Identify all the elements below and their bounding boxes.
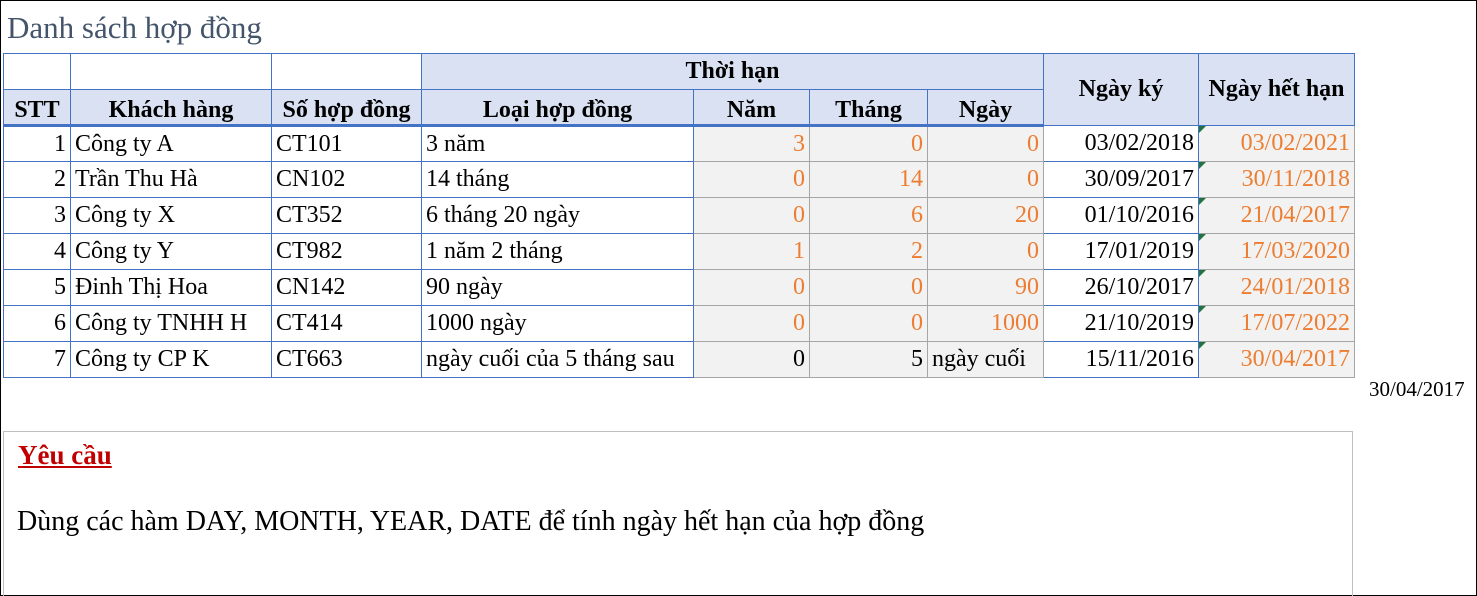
cell-customer[interactable]: Trần Thu Hà xyxy=(71,162,272,198)
cell-expiry-date[interactable]: 03/02/2021 xyxy=(1199,126,1355,162)
cell-days[interactable]: 0 xyxy=(928,234,1044,270)
requirement-box xyxy=(3,431,1353,596)
cell-stt[interactable]: 5 xyxy=(4,270,71,306)
cell-sign-date[interactable]: 01/10/2016 xyxy=(1044,198,1199,234)
cell-customer[interactable]: Công ty Y xyxy=(71,234,272,270)
table-row xyxy=(4,126,1355,162)
cell-sign-date[interactable]: 21/10/2019 xyxy=(1044,306,1199,342)
cell-expiry-date[interactable]: 21/04/2017 xyxy=(1199,198,1355,234)
table-row xyxy=(4,234,1355,270)
cell-contract-type[interactable]: 3 năm xyxy=(422,126,694,162)
cell-contract-no[interactable]: CT663 xyxy=(272,342,422,378)
requirement-title: Yêu cầu xyxy=(18,440,112,470)
header-years[interactable]: Năm xyxy=(694,90,810,126)
header-blank-cell[interactable] xyxy=(272,54,422,90)
cell-contract-type[interactable]: 1 năm 2 tháng xyxy=(422,234,694,270)
cell-stt[interactable]: 7 xyxy=(4,342,71,378)
cell-sign-date[interactable]: 26/10/2017 xyxy=(1044,270,1199,306)
header-customer[interactable]: Khách hàng xyxy=(71,90,272,126)
cell-months[interactable]: 5 xyxy=(810,342,928,378)
requirement-text: Dùng các hàm DAY, MONTH, YEAR, DATE để tính ngày hết hạn của hợp đồng xyxy=(17,506,925,537)
cell-years[interactable]: 0 xyxy=(694,198,810,234)
cell-expiry-date[interactable]: 30/11/2018 xyxy=(1199,162,1355,198)
header-duration-group[interactable]: Thời hạn xyxy=(422,54,1044,90)
cell-customer[interactable]: Công ty X xyxy=(71,198,272,234)
cell-days[interactable]: ngày cuối xyxy=(928,342,1044,378)
cell-days[interactable]: 0 xyxy=(928,126,1044,162)
cell-contract-no[interactable]: CT352 xyxy=(272,198,422,234)
header-row-1 xyxy=(4,54,1355,90)
cell-sign-date[interactable]: 30/09/2017 xyxy=(1044,162,1199,198)
outside-cell-value[interactable]: 30/04/2017 xyxy=(1369,377,1465,401)
cell-contract-no[interactable]: CT101 xyxy=(272,126,422,162)
header-blank-cell[interactable] xyxy=(71,54,272,90)
cell-months[interactable]: 0 xyxy=(810,306,928,342)
header-stt[interactable]: STT xyxy=(4,90,71,126)
cell-years[interactable]: 0 xyxy=(694,342,810,378)
cell-days[interactable]: 1000 xyxy=(928,306,1044,342)
header-months[interactable]: Tháng xyxy=(810,90,928,126)
cell-contract-type[interactable]: 90 ngày xyxy=(422,270,694,306)
header-days[interactable]: Ngày xyxy=(928,90,1044,126)
contract-table xyxy=(3,53,1355,378)
cell-customer[interactable]: Đinh Thị Hoa xyxy=(71,270,272,306)
cell-contract-no[interactable]: CN102 xyxy=(272,162,422,198)
cell-days[interactable]: 90 xyxy=(928,270,1044,306)
cell-sign-date[interactable]: 15/11/2016 xyxy=(1044,342,1199,378)
cell-contract-no[interactable]: CT982 xyxy=(272,234,422,270)
cell-sign-date[interactable]: 03/02/2018 xyxy=(1044,126,1199,162)
header-expiry-date[interactable]: Ngày hết hạn xyxy=(1199,54,1355,126)
header-contract-type[interactable]: Loại hợp đồng xyxy=(422,90,694,126)
cell-stt[interactable]: 6 xyxy=(4,306,71,342)
table-row xyxy=(4,270,1355,306)
cell-expiry-date[interactable]: 24/01/2018 xyxy=(1199,270,1355,306)
cell-stt[interactable]: 4 xyxy=(4,234,71,270)
cell-days[interactable]: 20 xyxy=(928,198,1044,234)
cell-sign-date[interactable]: 17/01/2019 xyxy=(1044,234,1199,270)
cell-contract-type[interactable]: ngày cuối của 5 tháng sau xyxy=(422,342,694,378)
cell-stt[interactable]: 2 xyxy=(4,162,71,198)
cell-years[interactable]: 0 xyxy=(694,162,810,198)
cell-stt[interactable]: 1 xyxy=(4,126,71,162)
header-contract-no[interactable]: Số hợp đồng xyxy=(272,90,422,126)
table-row xyxy=(4,342,1355,378)
cell-customer[interactable]: Công ty CP K xyxy=(71,342,272,378)
cell-years[interactable]: 1 xyxy=(694,234,810,270)
cell-expiry-date[interactable]: 17/07/2022 xyxy=(1199,306,1355,342)
cell-years[interactable]: 0 xyxy=(694,306,810,342)
cell-months[interactable]: 2 xyxy=(810,234,928,270)
cell-months[interactable]: 6 xyxy=(810,198,928,234)
sheet-title: Danh sách hợp đồng xyxy=(7,10,262,45)
cell-days[interactable]: 0 xyxy=(928,162,1044,198)
header-sign-date[interactable]: Ngày ký xyxy=(1044,54,1199,126)
cell-years[interactable]: 3 xyxy=(694,126,810,162)
cell-stt[interactable]: 3 xyxy=(4,198,71,234)
cell-contract-no[interactable]: CT414 xyxy=(272,306,422,342)
table-row xyxy=(4,306,1355,342)
cell-months[interactable]: 0 xyxy=(810,126,928,162)
cell-contract-no[interactable]: CN142 xyxy=(272,270,422,306)
cell-months[interactable]: 0 xyxy=(810,270,928,306)
cell-contract-type[interactable]: 6 tháng 20 ngày xyxy=(422,198,694,234)
cell-contract-type[interactable]: 1000 ngày xyxy=(422,306,694,342)
cell-expiry-date[interactable]: 30/04/2017 xyxy=(1199,342,1355,378)
header-blank-cell[interactable] xyxy=(4,54,71,90)
table-row xyxy=(4,198,1355,234)
cell-contract-type[interactable]: 14 tháng xyxy=(422,162,694,198)
cell-expiry-date[interactable]: 17/03/2020 xyxy=(1199,234,1355,270)
cell-customer[interactable]: Công ty A xyxy=(71,126,272,162)
cell-months[interactable]: 14 xyxy=(810,162,928,198)
cell-customer[interactable]: Công ty TNHH H xyxy=(71,306,272,342)
table-row xyxy=(4,162,1355,198)
cell-years[interactable]: 0 xyxy=(694,270,810,306)
